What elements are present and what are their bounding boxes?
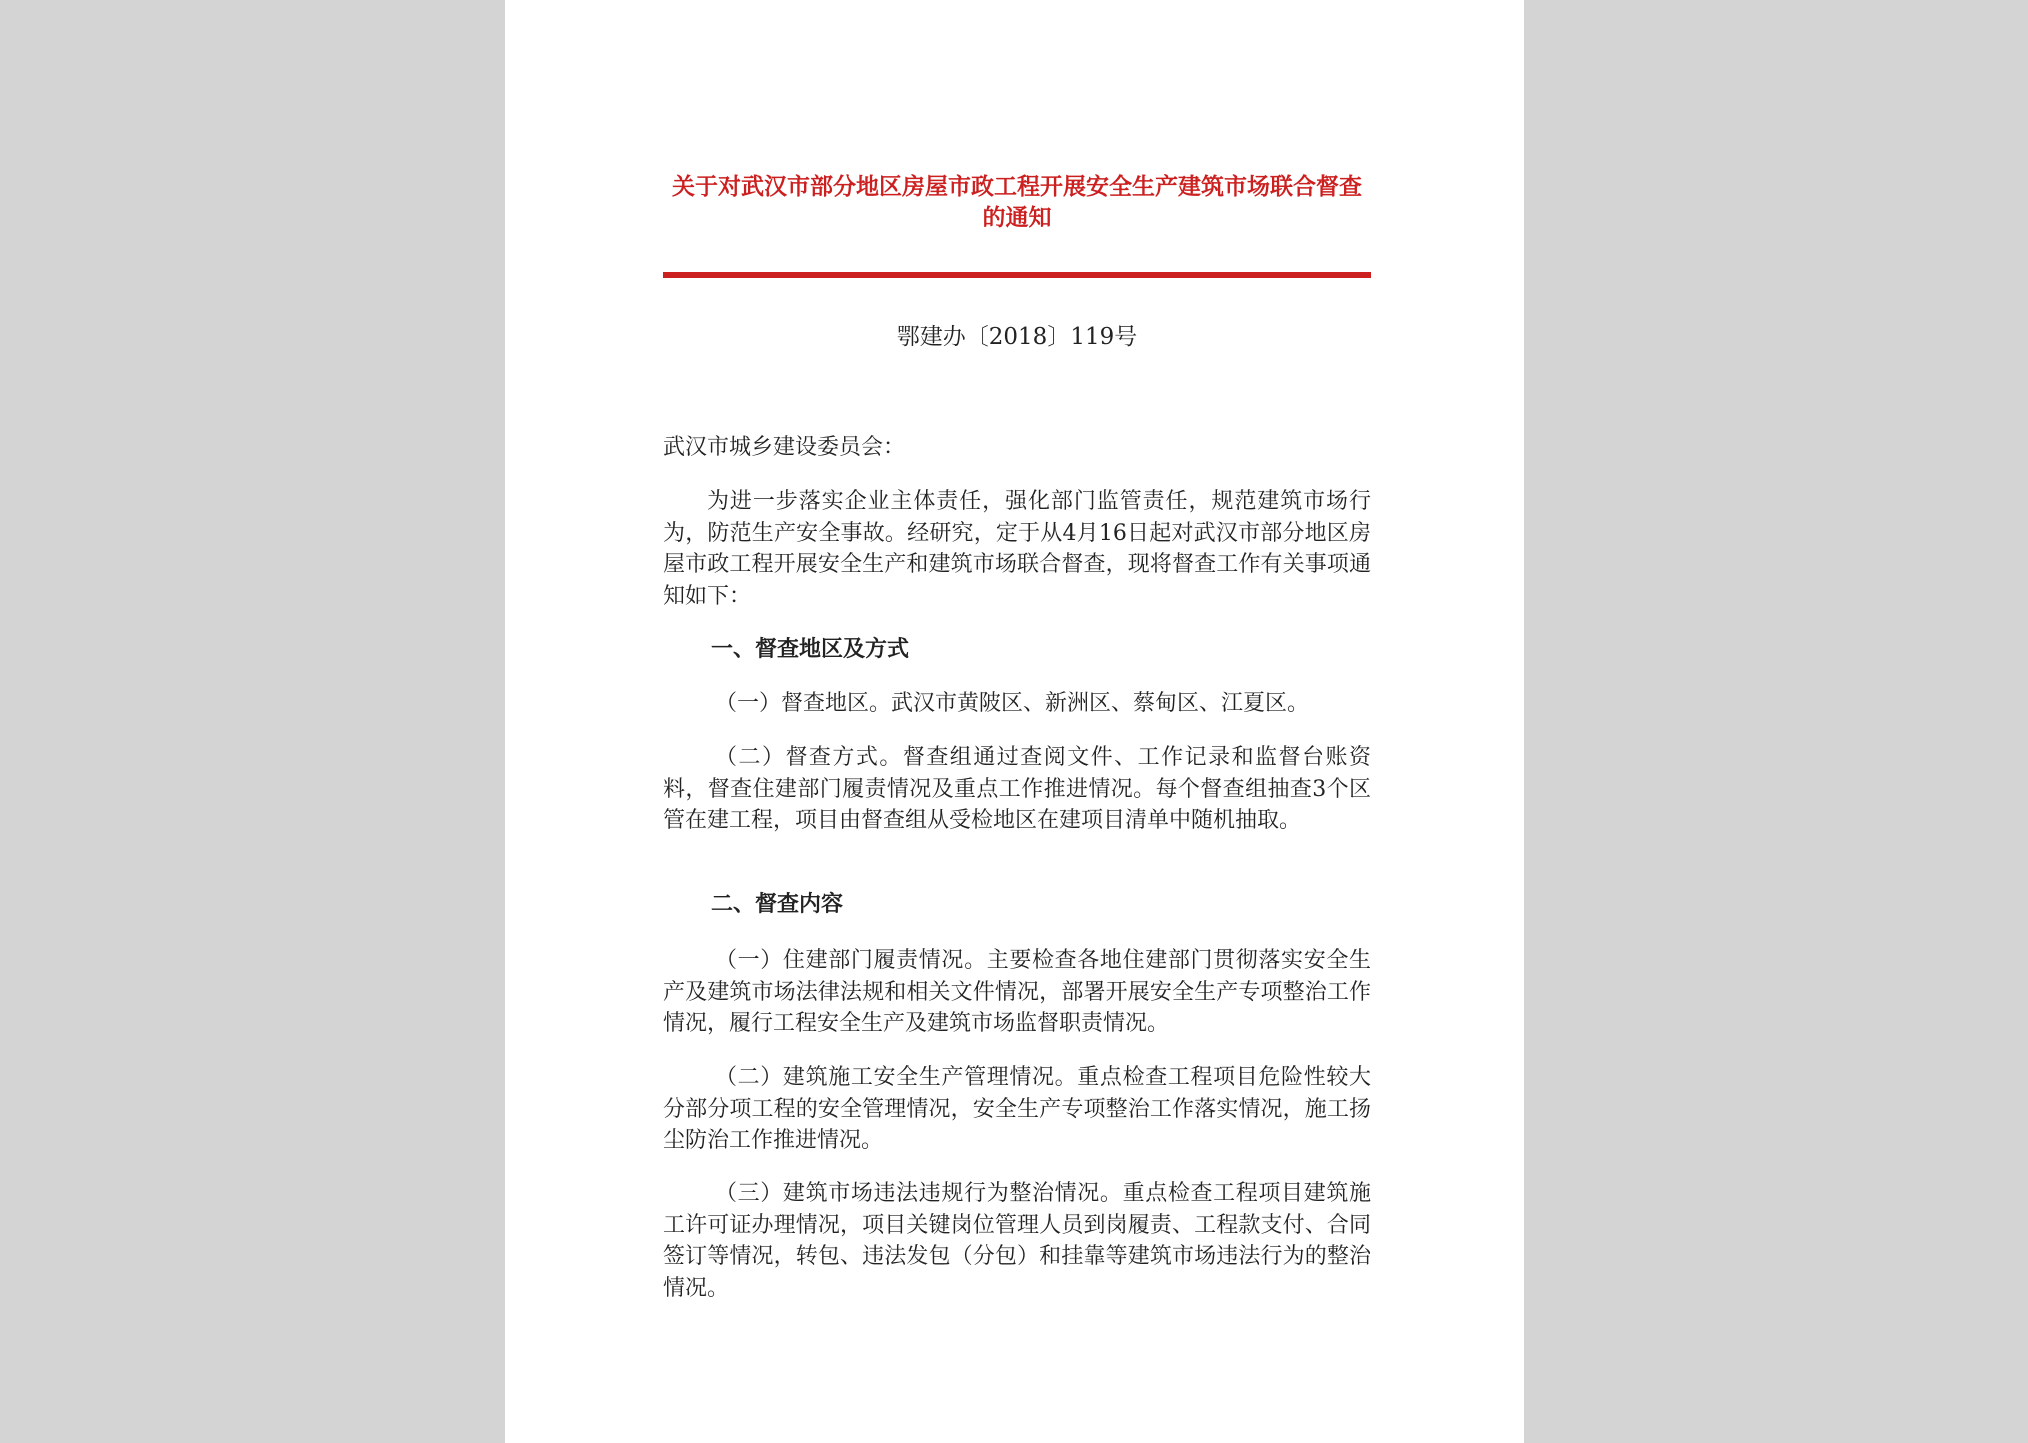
document-number: 鄂建办〔2018〕119号: [896, 324, 1138, 350]
section-2-item-1: （一）住建部门履责情况。主要检查各地住建部门贯彻落实安全生产及建筑市场法律法规和相关文件情况，部署开展安全生产专项整治工作情况，履行工程安全生产及建筑市场监督职责情况。: [663, 948, 1371, 1036]
document-title: 关于对武汉市部分地区房屋市政工程开展安全生产建筑市场联合督查的通知: [672, 174, 1362, 231]
salutation: 武汉市城乡建设委员会：: [663, 435, 906, 460]
section-1-item-1: （一）督查地区。武汉市黄陂区、新洲区、蔡甸区、江夏区。: [715, 691, 1310, 716]
intro-paragraph: 为进一步落实企业主体责任，强化部门监管责任，规范建筑市场行为，防范生产安全事故。经研究，定于从4月16日起对武汉市部分地区房屋市政工程开展安全生产和建筑市场联合督查，现将督查工作有关事项通知如下：: [663, 489, 1371, 609]
section-1-item-2: （二）督查方式。督查组通过查阅文件、工作记录和监督台账资料，督查住建部门履责情况及重点工作推进情况。每个督查组抽查3个区管在建工程，项目由督查组从受检地区在建项目清单中随机抽取。: [663, 745, 1371, 833]
document-page: [505, 0, 1524, 1443]
red-divider-line: [663, 272, 1371, 278]
section-2-item-3: （三）建筑市场违法违规行为整治情况。重点检查工程项目建筑施工许可证办理情况，项目关键岗位管理人员到岗履责、工程款支付、合同签订等情况，转包、违法发包（分包）和挂靠等建筑市场违法行为的整治情况。: [663, 1181, 1371, 1301]
section-2-heading: 二、督查内容: [711, 892, 844, 917]
section-2-item-2: （二）建筑施工安全生产管理情况。重点检查工程项目危险性较大分部分项工程的安全管理情况，安全生产专项整治工作落实情况，施工扬尘防治工作推进情况。: [663, 1065, 1371, 1153]
section-1-heading: 一、督查地区及方式: [711, 637, 910, 662]
